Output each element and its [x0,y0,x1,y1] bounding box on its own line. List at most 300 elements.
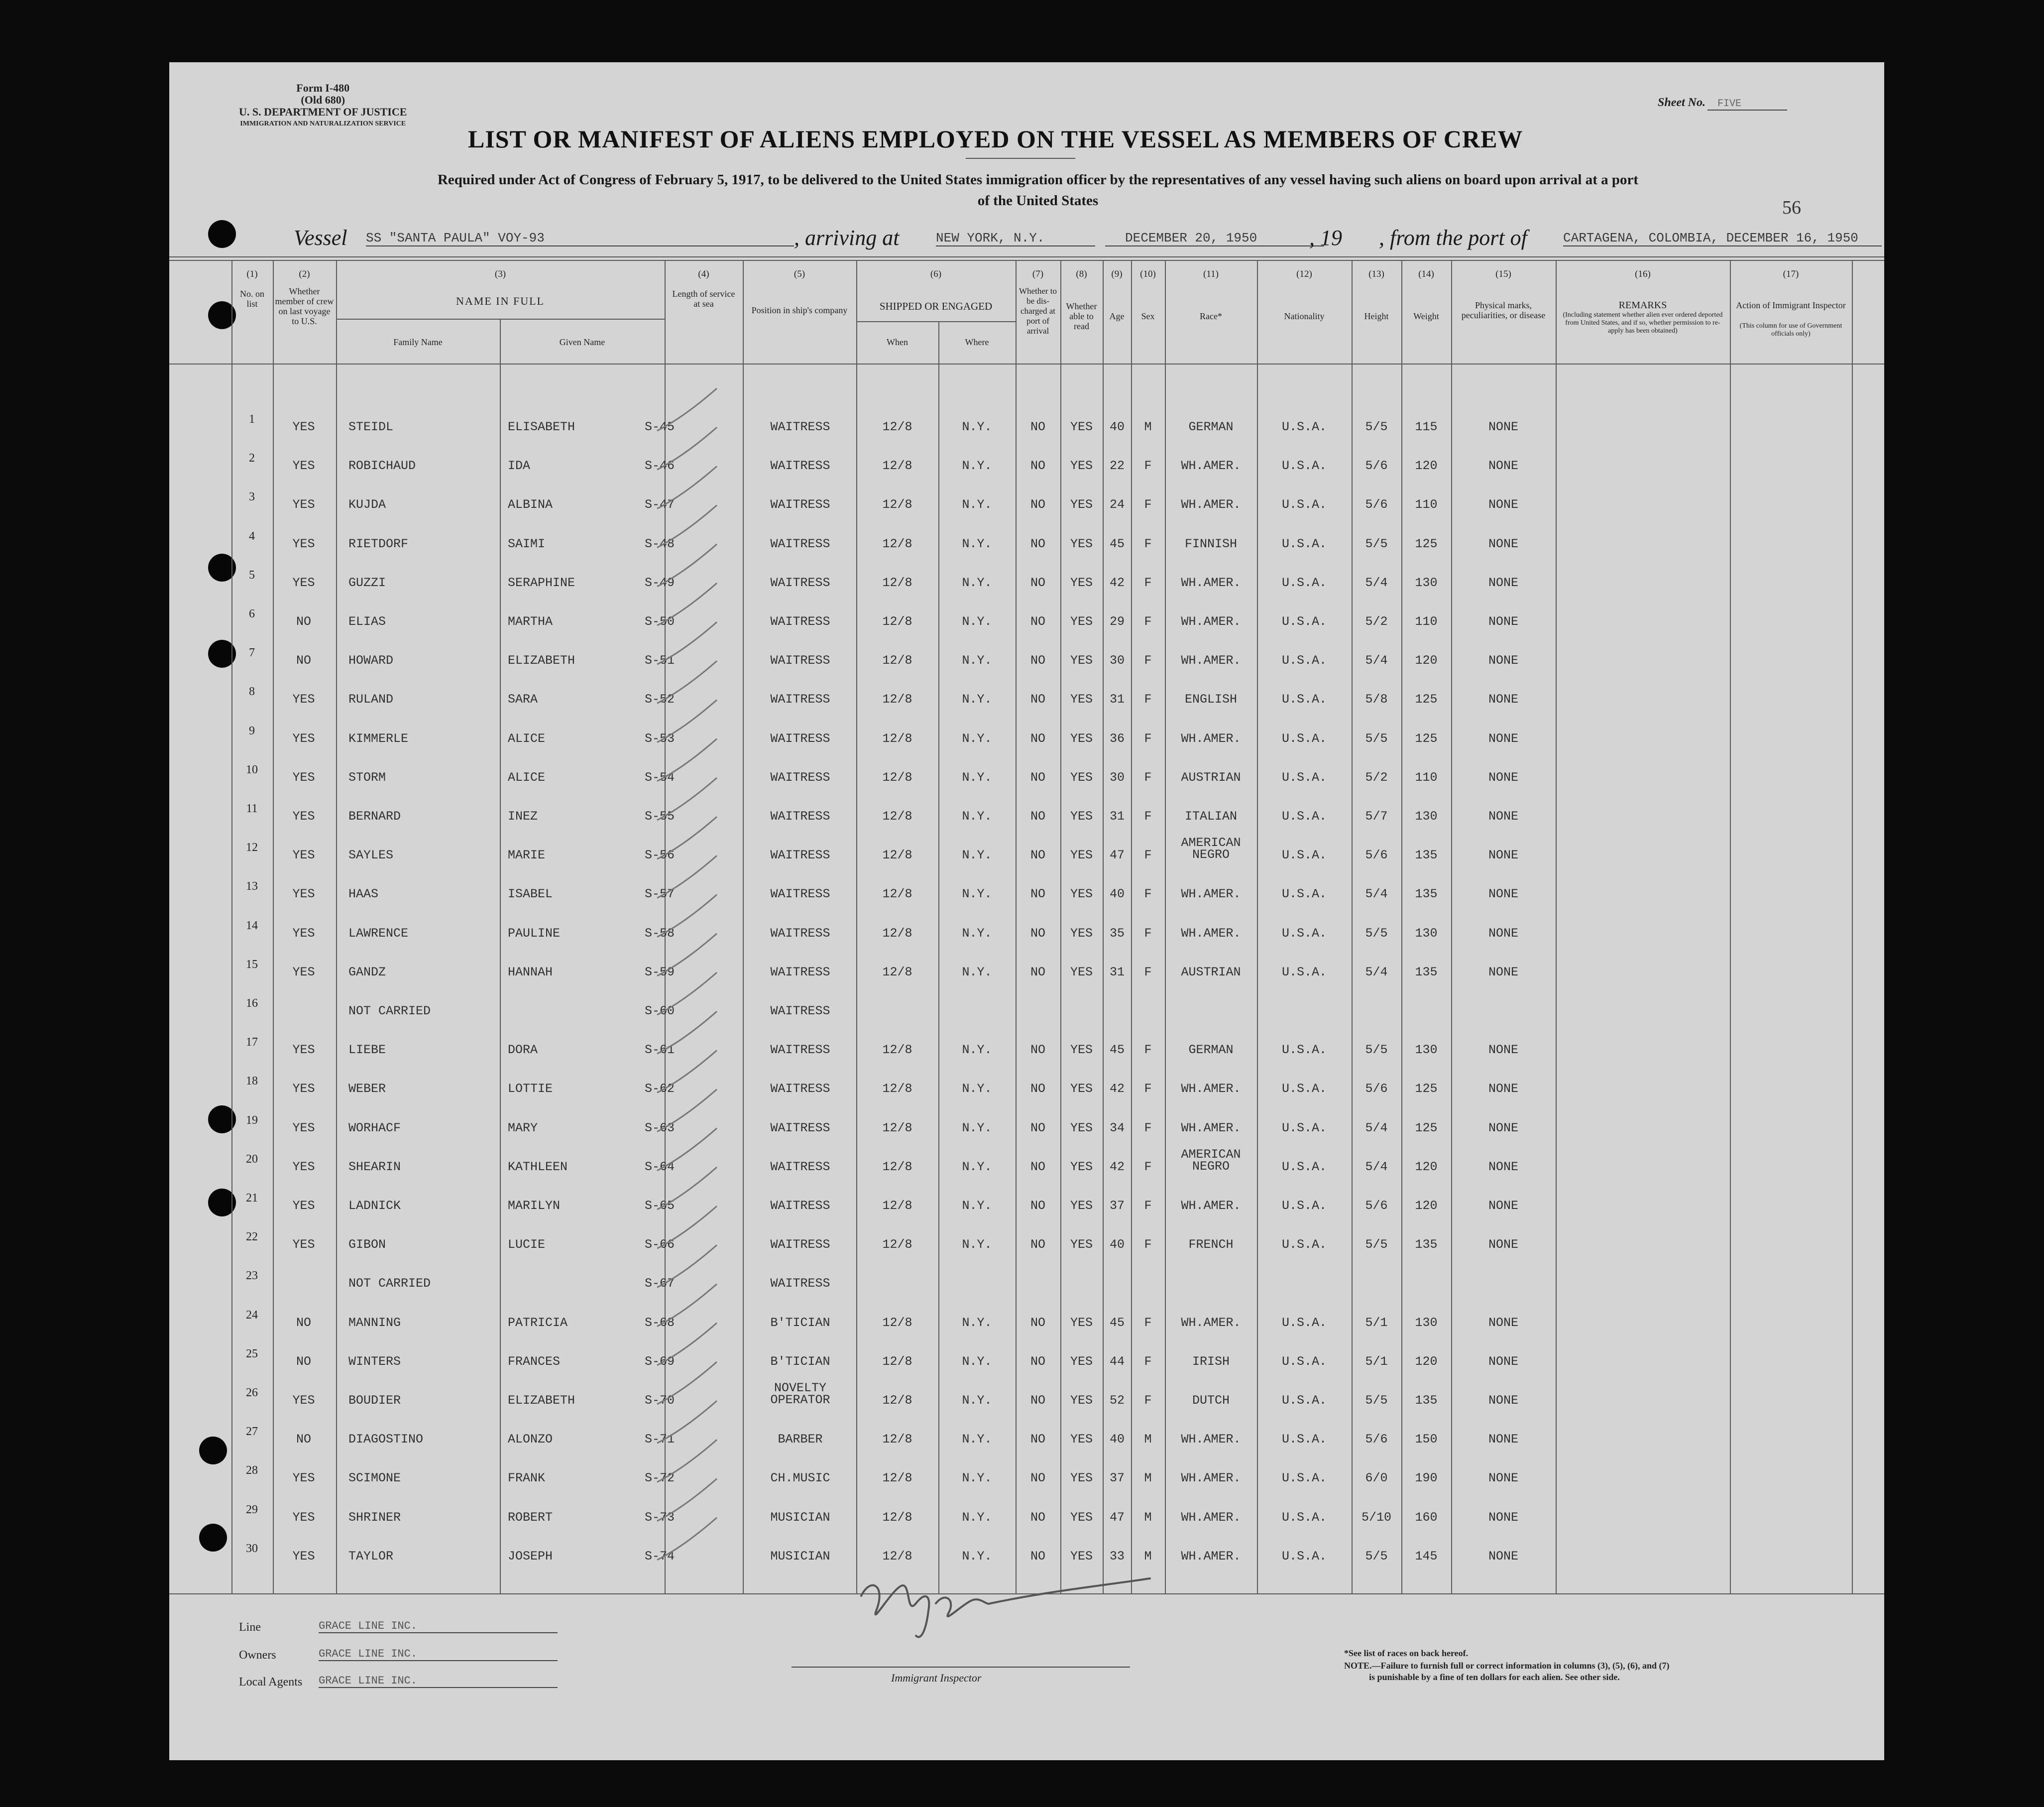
crew-given-name: SAIMI [508,536,546,551]
col-number: (7) [1032,269,1044,279]
crew-height: 5/8 [1365,692,1388,707]
crew-list-number: 22 [246,1230,258,1244]
crew-discharged: NO [1030,1432,1045,1447]
crew-height: 5/5 [1365,926,1388,941]
table-top-rule-2 [169,260,1884,261]
crew-weight: 190 [1415,1471,1438,1486]
crew-shipped-where: N.Y. [962,1354,992,1369]
crew-age: 31 [1109,809,1125,824]
crew-service-number: S-53 [644,731,675,746]
crew-shipped-when: 12/8 [882,614,912,629]
crew-given-name: ALICE [508,731,546,746]
crew-weight: 115 [1415,420,1438,434]
check-stroke [657,1401,717,1443]
crew-service-number: S-66 [644,1237,675,1252]
crew-last-voyage: YES [292,1082,315,1096]
crew-age: 30 [1109,653,1125,668]
crew-position: WAITRESS [770,459,830,474]
crew-shipped-when: 12/8 [882,692,912,707]
crew-position: WAITRESS [770,536,830,551]
crew-last-voyage: YES [292,1510,315,1525]
crew-last-voyage: YES [292,1549,315,1564]
crew-discharged: NO [1030,770,1045,785]
name-subheader-rule [336,319,665,320]
crew-shipped-where: N.Y. [962,926,992,941]
crew-race: WH.AMER. [1181,1199,1241,1213]
check-stroke [657,1362,717,1404]
crew-weight: 160 [1415,1510,1438,1525]
crew-family-name: SHRINER [348,1510,401,1525]
crew-last-voyage: YES [292,536,315,551]
crew-sex: F [1144,1082,1152,1096]
crew-position: WAITRESS [770,575,830,590]
crew-physical-marks: NONE [1488,848,1518,863]
crew-height: 6/0 [1365,1471,1388,1486]
crew-nationality: U.S.A. [1281,731,1327,746]
check-stroke [657,1440,717,1482]
crew-given-name: LOTTIE [508,1082,553,1096]
crew-service-number: S-72 [644,1471,675,1486]
crew-discharged: NO [1030,1471,1045,1486]
crew-family-name: WORHACF [348,1120,401,1135]
crew-age: 22 [1109,459,1125,474]
footer-agents-label: Local Agents [239,1676,303,1688]
header-bottom-rule [169,363,1884,364]
crew-list-number: 27 [246,1425,258,1439]
crew-physical-marks: NONE [1488,926,1518,941]
col-line [336,260,337,1593]
crew-sex: M [1144,1471,1152,1486]
crew-weight: 110 [1415,614,1438,629]
crew-family-name: BOUDIER [348,1393,401,1408]
crew-race: WH.AMER. [1181,1510,1241,1525]
col-line [500,319,501,1593]
crew-service-number: S-60 [644,1004,675,1018]
form-identification [239,82,407,130]
crew-height: 5/5 [1365,536,1388,551]
crew-sex: F [1144,770,1152,785]
check-stroke [657,1245,717,1287]
manifest-sheet [169,62,1884,1760]
crew-position: WAITRESS [770,1159,830,1174]
crew-given-name: ISABEL [508,887,553,902]
crew-able-to-read: YES [1070,926,1093,941]
crew-family-name: KIMMERLE [348,731,409,746]
crew-list-number: 9 [249,724,255,737]
race-note: *See list of races on back hereof. [1344,1648,1469,1658]
crew-weight: 130 [1415,575,1438,590]
crew-given-name: ELIZABETH [508,653,575,668]
crew-service-number: S-69 [644,1354,675,1369]
crew-service-number: S-61 [644,1043,675,1058]
crew-list-number: 2 [249,452,255,465]
penalty-note-1: NOTE.—Failure to furnish full or correct information in columns (3), (5), (6), and (7) [1344,1661,1670,1671]
crew-list-number: 21 [246,1192,258,1205]
check-stroke [657,427,717,470]
crew-position: WAITRESS [770,809,830,824]
crew-shipped-when: 12/8 [882,1043,912,1058]
arriving-date: DECEMBER 20, 1950 [1105,231,1324,246]
punch-hole [208,220,236,248]
crew-sex: F [1144,1159,1152,1174]
crew-height: 5/10 [1361,1510,1391,1525]
crew-sex: F [1144,575,1152,590]
col-header-remarks-note: (Including statement whether alien ever ordered deported from United States, and if so, whether permission to re-apply has been obtained) [1563,311,1723,335]
crew-sex: F [1144,1237,1152,1252]
crew-list-number: 25 [246,1347,258,1360]
crew-sex: F [1144,692,1152,707]
subtitle-line-1: Required under Act of Congress of February 5, 1917, to be delivered to the United States immigration officer by the representatives of any vessel having such aliens on board upon arrival at a port [437,172,1639,188]
crew-shipped-when: 12/8 [882,1393,912,1408]
crew-able-to-read: YES [1070,731,1093,746]
col-header-name-in-full: NAME IN FULL [456,295,545,307]
crew-shipped-where: N.Y. [962,731,992,746]
col-header-race: Race* [1200,311,1222,321]
crew-last-voyage: YES [292,731,315,746]
crew-service-number: S-45 [644,420,675,434]
crew-service-number: S-73 [644,1510,675,1525]
crew-last-voyage: YES [292,1237,315,1252]
crew-service-number: S-57 [644,887,675,902]
crew-shipped-where: N.Y. [962,1120,992,1135]
crew-position: WAITRESS [770,653,830,668]
crew-race: WH.AMER. [1181,1432,1241,1447]
crew-race: FINNISH [1184,536,1238,551]
crew-physical-marks: NONE [1488,1354,1518,1369]
crew-position: WAITRESS [770,1082,830,1096]
crew-family-name: WINTERS [348,1354,401,1369]
crew-race: GERMAN [1188,1043,1234,1058]
crew-discharged: NO [1030,1237,1045,1252]
crew-nationality: U.S.A. [1281,614,1327,629]
crew-physical-marks: NONE [1488,614,1518,629]
crew-nationality: U.S.A. [1281,770,1327,785]
crew-last-voyage: YES [292,1120,315,1135]
crew-position: WAITRESS [770,692,830,707]
crew-shipped-when: 12/8 [882,1432,912,1447]
crew-shipped-when: 12/8 [882,809,912,824]
crew-able-to-read: YES [1070,614,1093,629]
crew-position: WAITRESS [770,1199,830,1213]
subtitle-line-2: of the United States [977,193,1099,209]
crew-physical-marks: NONE [1488,536,1518,551]
crew-position: WAITRESS [770,614,830,629]
crew-height: 5/6 [1365,497,1388,512]
crew-position: WAITRESS [770,1120,830,1135]
crew-height: 5/1 [1365,1315,1388,1330]
crew-family-name: LIEBE [348,1043,386,1058]
from-port: CARTAGENA, COLOMBIA, DECEMBER 16, 1950 [1563,231,1882,246]
crew-discharged: NO [1030,809,1045,824]
crew-discharged: NO [1030,1159,1045,1174]
crew-able-to-read: YES [1070,809,1093,824]
crew-physical-marks: NONE [1488,1510,1518,1525]
col-line [1352,260,1353,1593]
crew-shipped-where: N.Y. [962,459,992,474]
crew-shipped-when: 12/8 [882,1315,912,1330]
col-number: (11) [1203,269,1219,279]
crew-able-to-read: YES [1070,1199,1093,1213]
crew-shipped-where: N.Y. [962,1159,992,1174]
crew-last-voyage: YES [292,1159,315,1174]
check-stroke [657,700,717,742]
crew-weight: 135 [1415,887,1438,902]
crew-shipped-where: N.Y. [962,1315,992,1330]
check-stroke [657,505,717,548]
crew-list-number: 29 [246,1503,258,1516]
crew-weight: 125 [1415,1082,1438,1096]
crew-able-to-read: YES [1070,964,1093,979]
crew-service-number: S-54 [644,770,675,785]
crew-race: WH.AMER. [1181,1549,1241,1564]
crew-race: DUTCH [1192,1393,1230,1408]
crew-height: 5/4 [1365,1159,1388,1174]
crew-list-number: 28 [246,1464,258,1477]
crew-age: 47 [1109,848,1125,863]
crew-shipped-where: N.Y. [962,848,992,863]
crew-able-to-read: YES [1070,692,1093,707]
crew-race: WH.AMER. [1181,887,1241,902]
crew-physical-marks: NONE [1488,1043,1518,1058]
crew-given-name: ELIZABETH [508,1393,575,1408]
crew-given-name: ALONZO [508,1432,553,1447]
crew-weight: 135 [1415,848,1438,863]
crew-discharged: NO [1030,1199,1045,1213]
crew-service-number: S-65 [644,1199,675,1213]
crew-sex: F [1144,1199,1152,1213]
crew-nationality: U.S.A. [1281,1471,1327,1486]
check-stroke [657,1089,717,1132]
crew-nationality: U.S.A. [1281,1120,1327,1135]
crew-discharged: NO [1030,497,1045,512]
inspector-signature-line [792,1667,1130,1668]
crew-weight: 130 [1415,926,1438,941]
col-header-family-name: Family Name [393,337,443,347]
footer-line-label: Line [239,1621,261,1634]
crew-race: AMERICAN NEGRO [1181,1147,1241,1174]
crew-given-name: ALICE [508,770,546,785]
crew-age: 52 [1109,1393,1125,1408]
crew-race: ENGLISH [1184,692,1238,707]
check-stroke [657,1284,717,1326]
crew-list-number: 11 [246,802,258,815]
col-header-given-name: Given Name [559,337,605,347]
crew-shipped-where: N.Y. [962,1199,992,1213]
crew-height: 5/5 [1365,1237,1388,1252]
check-stroke [657,934,717,976]
crew-list-number: 19 [246,1113,258,1127]
col-number: (17) [1783,269,1799,279]
crew-position: MUSICIAN [770,1510,830,1525]
crew-height: 5/4 [1365,575,1388,590]
arriving-port: NEW YORK, N.Y. [936,231,1095,246]
crew-discharged: NO [1030,1043,1045,1058]
col-number: (1) [246,269,258,279]
crew-race: WH.AMER. [1181,1315,1241,1330]
col-number: (9) [1111,269,1123,279]
crew-discharged: NO [1030,459,1045,474]
crew-age: 45 [1109,536,1125,551]
col-line [231,260,232,1593]
crew-age: 40 [1109,887,1125,902]
check-stroke [657,1323,717,1365]
crew-weight: 120 [1415,1159,1438,1174]
crew-sex: M [1144,1432,1152,1447]
footer-agents-value: GRACE LINE INC. [319,1675,558,1688]
crew-last-voyage: YES [292,497,315,512]
crew-last-voyage: YES [292,692,315,707]
crew-given-name: SARA [508,692,538,707]
crew-physical-marks: NONE [1488,420,1518,434]
footer-owners-value: GRACE LINE INC. [319,1648,558,1661]
sheet-number-label: Sheet No. [1658,96,1705,109]
crew-able-to-read: YES [1070,1237,1093,1252]
form-number: Form I-480 [296,82,350,94]
crew-service-number: S-49 [644,575,675,590]
crew-service-number: S-70 [644,1393,675,1408]
col-number: (3) [494,269,506,279]
col-header-action: Action of Immigrant Inspector [1736,300,1846,310]
col-header-read: Whether able to read [1066,301,1097,331]
crew-given-name: IDA [508,459,531,474]
crew-age: 37 [1109,1471,1125,1486]
arriving-label: , arriving at [794,226,900,250]
crew-able-to-read: YES [1070,1043,1093,1058]
crew-shipped-when: 12/8 [882,964,912,979]
crew-weight: 135 [1415,1393,1438,1408]
crew-family-name: TAYLOR [348,1549,394,1564]
crew-physical-marks: NONE [1488,459,1518,474]
crew-family-name: WEBER [348,1082,386,1096]
crew-weight: 145 [1415,1549,1438,1564]
crew-family-name: SHEARIN [348,1159,401,1174]
crew-age: 31 [1109,692,1125,707]
crew-age: 29 [1109,614,1125,629]
punch-hole [199,1437,227,1464]
crew-list-number: 16 [246,997,258,1010]
crew-service-number: S-58 [644,926,675,941]
crew-weight: 110 [1415,497,1438,512]
col-header-position: Position in ship's company [751,305,848,315]
check-stroke [657,466,717,508]
crew-given-name: DORA [508,1043,538,1058]
crew-shipped-where: N.Y. [962,575,992,590]
crew-last-voyage: YES [292,420,315,434]
crew-height: 5/2 [1365,614,1388,629]
table-top-rule [169,256,1884,257]
crew-able-to-read: YES [1070,887,1093,902]
crew-shipped-when: 12/8 [882,536,912,551]
crew-sex: F [1144,964,1152,979]
crew-family-name: MANNING [348,1315,401,1330]
col-header-physical-marks: Physical marks, peculiarities, or disease [1461,300,1546,320]
col-line [1165,260,1166,1593]
col-number: (14) [1418,269,1434,279]
crew-position: B'TICIAN [770,1315,830,1330]
crew-shipped-where: N.Y. [962,1471,992,1486]
crew-family-name: STEIDL [348,420,394,434]
crew-family-name: HAAS [348,887,379,902]
crew-last-voyage: YES [292,770,315,785]
crew-weight: 125 [1415,536,1438,551]
crew-age: 40 [1109,1237,1125,1252]
crew-able-to-read: YES [1070,848,1093,863]
crew-height: 5/6 [1365,1432,1388,1447]
col-header-shipped: SHIPPED OR ENGAGED [879,300,993,312]
crew-shipped-when: 12/8 [882,1471,912,1486]
crew-last-voyage: YES [292,926,315,941]
crew-service-number: S-68 [644,1315,675,1330]
crew-position: WAITRESS [770,848,830,863]
crew-weight: 125 [1415,692,1438,707]
crew-weight: 120 [1415,653,1438,668]
crew-position: BARBER [778,1432,823,1447]
crew-physical-marks: NONE [1488,1432,1518,1447]
crew-able-to-read: YES [1070,1082,1093,1096]
crew-physical-marks: NONE [1488,1159,1518,1174]
crew-discharged: NO [1030,1354,1045,1369]
crew-sex: F [1144,1393,1152,1408]
crew-physical-marks: NONE [1488,731,1518,746]
sheet-number-value: FIVE [1707,98,1787,111]
crew-shipped-where: N.Y. [962,420,992,434]
crew-sex: F [1144,614,1152,629]
crew-age: 35 [1109,926,1125,941]
crew-height: 5/5 [1365,731,1388,746]
crew-service-number: S-71 [644,1432,675,1447]
crew-last-voyage: YES [292,809,315,824]
crew-discharged: NO [1030,964,1045,979]
crew-given-name: PATRICIA [508,1315,568,1330]
crew-able-to-read: YES [1070,575,1093,590]
crew-shipped-when: 12/8 [882,1159,912,1174]
crew-race: WH.AMER. [1181,497,1241,512]
crew-physical-marks: NONE [1488,770,1518,785]
check-stroke [657,1206,717,1248]
crew-family-name: NOT CARRIED [348,1004,431,1018]
crew-last-voyage: NO [296,1315,311,1330]
crew-age: 31 [1109,964,1125,979]
crew-nationality: U.S.A. [1281,1510,1327,1525]
crew-race: GERMAN [1188,420,1234,434]
crew-given-name: FRANCES [508,1354,561,1369]
col-header-height: Height [1364,311,1389,321]
crew-sex: F [1144,1120,1152,1135]
crew-shipped-where: N.Y. [962,770,992,785]
year-label: , 19 [1309,226,1342,250]
crew-race: AMERICAN NEGRO [1181,836,1241,862]
crew-list-number: 24 [246,1308,258,1322]
crew-given-name: MARILYN [508,1199,561,1213]
col-number: (5) [794,269,805,279]
crew-age: 42 [1109,1159,1125,1174]
crew-discharged: NO [1030,575,1045,590]
crew-position: WAITRESS [770,1276,830,1291]
crew-family-name: KUJDA [348,497,386,512]
crew-family-name: SAYLES [348,848,394,863]
check-stroke [657,972,717,1015]
crew-weight: 130 [1415,1043,1438,1058]
crew-list-number: 18 [246,1075,258,1088]
crew-height: 5/7 [1365,809,1388,824]
crew-list-number: 7 [249,646,255,660]
crew-height: 5/4 [1365,1120,1388,1135]
crew-race: WH.AMER. [1181,614,1241,629]
crew-list-number: 13 [246,880,258,893]
crew-position: MUSICIAN [770,1549,830,1564]
crew-race: IRISH [1192,1354,1230,1369]
crew-weight: 135 [1415,1237,1438,1252]
